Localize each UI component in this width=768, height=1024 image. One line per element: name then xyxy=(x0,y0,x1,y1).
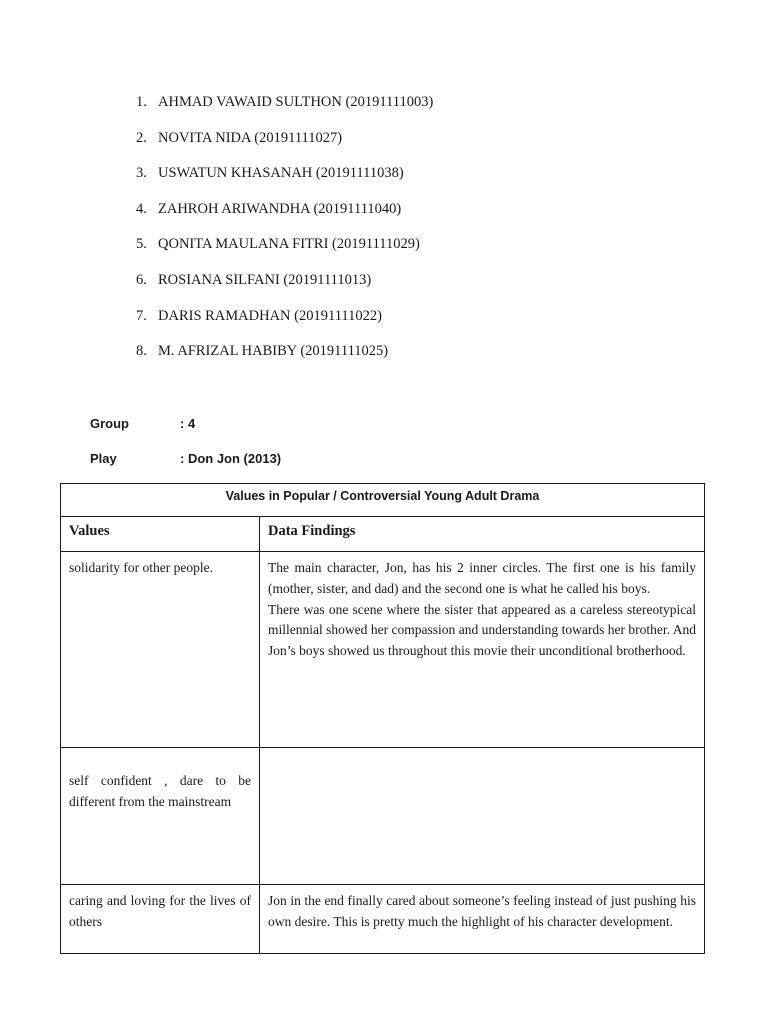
table-header-row xyxy=(61,517,705,552)
member-list xyxy=(136,92,433,377)
values-table xyxy=(60,483,705,954)
finding-paragraph: There was one scene where the sister that appeared as a careless stereotypical millennial showed her compassion and understanding towards her brother. And Jon’s boys showed us throughout this movie their unconditional brotherhood. xyxy=(268,601,696,659)
list-number: 7. xyxy=(136,307,147,324)
group-line xyxy=(90,415,195,433)
member-name: USWATUN KHASANAH (20191111038) xyxy=(158,165,404,182)
list-number: 4. xyxy=(136,200,147,217)
member-name: AHMAD VAWAID SULTHON (20191111003) xyxy=(158,94,434,110)
table-title-row xyxy=(61,484,705,517)
member-name: ROSIANA SILFANI (20191111013) xyxy=(158,271,372,288)
member-name: NOVITA NIDA (20191111027) xyxy=(158,129,343,146)
table-row xyxy=(61,748,705,885)
list-item xyxy=(136,341,433,377)
member-name: M. AFRIZAL HABIBY (20191111025) xyxy=(158,343,389,360)
finding-cell xyxy=(260,552,705,748)
group-value: : 4 xyxy=(180,416,196,431)
list-number: 5. xyxy=(136,236,147,253)
value-text: solidarity for other people. xyxy=(69,560,213,575)
member-name: ZAHROH ARIWANDHA (20191111040) xyxy=(158,200,402,217)
member-name: DARIS RAMADHAN (20191111022) xyxy=(158,307,382,324)
value-cell xyxy=(61,552,260,748)
list-item xyxy=(136,306,433,342)
group-label: Group xyxy=(90,416,129,431)
list-item xyxy=(136,92,433,128)
finding-cell xyxy=(260,748,705,885)
column-header-findings: Data Findings xyxy=(260,517,705,552)
value-text: self confident , dare to be different from the mainstream xyxy=(69,773,251,809)
play-value: : Don Jon (2013) xyxy=(180,451,282,466)
value-cell xyxy=(61,748,260,885)
list-number: 8. xyxy=(136,343,147,360)
list-item xyxy=(136,199,433,235)
table-row xyxy=(61,885,705,954)
finding-paragraph: Jon in the end finally cared about someone’s feeling instead of just pushing his own desire. This is pretty much the highlight of his character development. xyxy=(268,893,696,929)
table-title: Values in Popular / Controversial Young Adult Drama xyxy=(61,484,705,517)
list-number: 1. xyxy=(136,94,147,110)
finding-cell xyxy=(260,885,705,954)
list-number: 2. xyxy=(136,129,147,146)
table-row xyxy=(61,552,705,748)
value-cell xyxy=(61,885,260,954)
list-item xyxy=(136,234,433,270)
play-line xyxy=(90,450,281,468)
list-item xyxy=(136,270,433,306)
list-item xyxy=(136,163,433,199)
list-item xyxy=(136,128,433,164)
list-number: 6. xyxy=(136,271,147,288)
column-header-values: Values xyxy=(61,517,260,552)
play-label: Play xyxy=(90,451,117,466)
value-text: caring and loving for the lives of others xyxy=(69,893,251,929)
finding-paragraph: The main character, Jon, has his 2 inner circles. The first one is his family (mother, sister, and dad) and the second one is what he called his boys. xyxy=(268,560,696,596)
list-number: 3. xyxy=(136,165,147,182)
member-name: QONITA MAULANA FITRI (20191111029) xyxy=(158,236,420,253)
